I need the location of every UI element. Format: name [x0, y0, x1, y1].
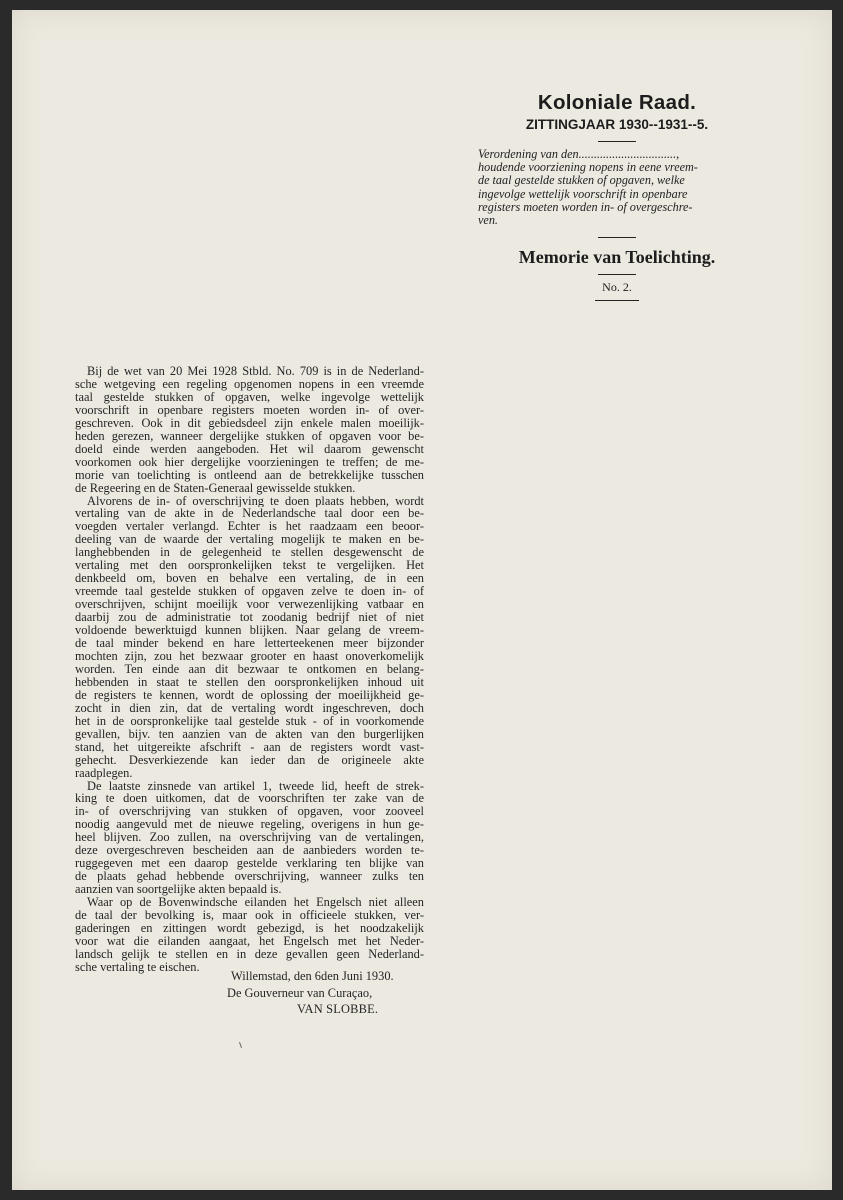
text-line: de registers te kennen, wordt de oplossing der moeilijkheid ge-	[75, 688, 424, 702]
text-line: deeling van de waarde der vertaling mogelijk te maken en be-	[75, 533, 424, 547]
council-title: Koloniale Raad.	[537, 91, 697, 114]
divider-rule	[598, 237, 636, 238]
text-line: gehecht. Desverkiezende kan ieder dan de origineele akte	[75, 753, 424, 767]
paragraph	[75, 365, 424, 495]
text-line: landsch gelijk te stellen en in deze gevallen geen Nederland-	[75, 947, 424, 961]
text-line: voldoende bewerktuigd kunnen blijken. Naar gelang de vreem-	[75, 624, 424, 638]
place-and-date: Willemstad, den 6den Juni 1930.	[231, 969, 394, 983]
text-line: gaderingen en zittingen wordt gebezigd, is het noodzakelijk	[75, 921, 424, 935]
text-line: vertaling met den oorspronkelijken tekst te vergelijken. Het	[75, 559, 424, 573]
text-line: heden gerezen, wanneer dergelijke stukken of opgaven voor be-	[75, 429, 424, 443]
signature-block	[227, 968, 427, 1018]
paragraph	[75, 495, 424, 780]
text-line: Waar op de Bovenwindsche eilanden het Engelsch niet alleen	[87, 896, 424, 910]
ordinance-subject	[478, 148, 746, 227]
document-number: No. 2.	[602, 280, 632, 295]
text-line: voorkomen ook hier dergelijke voorzieningen te treffen; de me-	[75, 455, 424, 469]
text-line: sche vertaling te eischen.	[75, 960, 200, 974]
text-line: worden. Ten einde aan dit bezwaar te ontkomen en belang-	[75, 662, 424, 676]
subject-line: de taal gestelde stukken of opgaven, welke	[478, 173, 685, 188]
text-line: sche wetgeving een regeling opgenomen nopens in een vreemde	[75, 377, 424, 391]
text-line: de plaats gehad hebbende overschrijving, wanneer zulks ten	[75, 870, 424, 884]
text-line: deze overgeschreven bescheiden aan de aanbieders worden te-	[75, 844, 424, 858]
subject-line: houdende voorziening nopens in eene vreem-	[478, 160, 698, 175]
text-line: langhebbenden in de gelegenheid te stellen desgewenscht de	[75, 546, 424, 560]
text-line: heel blijven. Zoo zullen, na overschrijving van de vertalingen,	[75, 831, 424, 845]
text-line: stand, het uitgereikte afschrift - aan de registers wordt vast-	[75, 740, 424, 754]
session-year: ZITTINGJAAR 1930--1931--5.	[525, 117, 709, 132]
text-line: zocht in dien zin, dat de vertaling wordt ingeschreven, doch	[75, 701, 424, 715]
text-line: hebbenden in staat te stellen den oorspronkelijken inhoud uit	[75, 675, 424, 689]
text-line: gevallen, bijv. ten aanzien van de akten van den burgerlijken	[75, 727, 424, 741]
text-line: de Regeering en de Staten-Generaal gewisselde stukken.	[75, 481, 356, 495]
text-line: voegden vertaler verlangd. Echter is het raadzaam een beoor-	[75, 520, 424, 534]
subject-line: Verordening van den................................,	[478, 147, 680, 161]
divider-rule	[598, 274, 636, 275]
paragraph	[75, 896, 424, 974]
document-header	[478, 90, 752, 307]
text-line: voorschrift in openbare registers moeten worden in- of over-	[75, 403, 424, 417]
paragraph	[75, 780, 424, 897]
text-line: raadplegen.	[75, 766, 133, 780]
text-line: aanzien van soortgelijke akten bepaald is.	[75, 883, 282, 897]
text-line: vreemde taal gestelde stukken of opgaven zelve te doen in- of	[75, 585, 424, 599]
text-line: voor wat die eilanden aangaat, het Engelsch met het Neder-	[75, 934, 424, 948]
text-line: mochten zijn, zou het bezwaar grooter en haast onoverkomelijk	[75, 649, 424, 663]
document-title: Memorie van Toelichting.	[518, 247, 716, 268]
signatory-role: De Gouverneur van Curaçao,	[227, 985, 373, 1000]
text-line: noodig aangevuld met de nieuwe regeling, overigens in hun ge-	[75, 818, 424, 832]
text-line: Alvorens de in- of overschrijving te doen plaats hebben, wordt	[87, 494, 424, 508]
subject-line: registers moeten worden in- of overgeschre-	[478, 199, 693, 214]
text-line: daarbij zou de administratie tot zoodanig bedrijf niet of niet	[75, 611, 424, 625]
subject-line: ingevolge wettelijk voorschrift in openbare	[478, 186, 688, 201]
text-line: De laatste zinsnede van artikel 1, tweede lid, heeft de strek-	[87, 779, 424, 793]
explanatory-memorandum-body	[75, 365, 424, 974]
stray-mark	[239, 1042, 242, 1048]
text-line: geschreven. Ook in dit gebiedsdeel zijn enkele malen moeilijk-	[75, 416, 424, 430]
divider-rule	[598, 141, 636, 142]
text-line: Bij de wet van 20 Mei 1928 Stbld. No. 709 is in de Nederland-	[87, 365, 424, 378]
text-line: denkbeeld om, boven en behalve een vertaling, de in een	[75, 572, 424, 586]
subject-line: ven.	[478, 213, 498, 228]
text-line: de taal minder bekend en hare letterteekenen meer bijzonder	[75, 637, 424, 650]
text-line: morie van toelichting is ontleend aan de betrekkelijke tusschen	[75, 468, 424, 482]
text-line: doeld einde werden aangeboden. Het wil daarom gewenscht	[75, 442, 424, 456]
signatory-name: VAN SLOBBE.	[297, 1002, 379, 1016]
text-line: het in de oorspronkelijke taal gestelde stuk - of in voorkomende	[75, 714, 424, 728]
text-line: king te doen uitkomen, dat de voorschriften ter zake van de	[75, 792, 424, 806]
text-line: de taal der bevolking is, maar ook in officieele stukken, ver-	[75, 909, 424, 922]
text-line: in- of overschrijving van stukken of opgaven, voor zooveel	[75, 805, 424, 819]
text-line: taal gestelde stukken of opgaven, welke ingevolge wettelijk	[75, 390, 424, 404]
text-line: vertaling van de akte in de Nederlandsche taal door een be-	[75, 507, 424, 521]
text-line: ruggegeven met een daarop gestelde verklaring ten blijke van	[75, 857, 424, 871]
text-line: overschrijven, schijnt moeilijk voor verwezenlijking vatbaar en	[75, 598, 424, 612]
divider-rule	[595, 300, 639, 301]
document-page	[12, 10, 832, 1190]
